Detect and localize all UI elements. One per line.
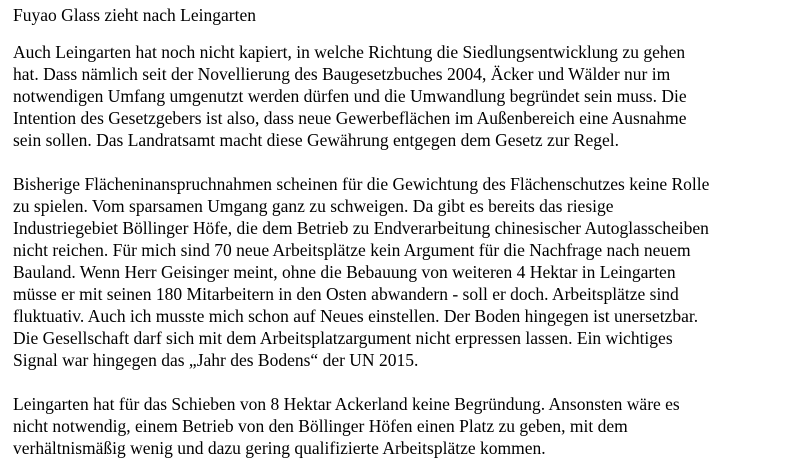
- document-title: Fuyao Glass zieht nach Leingarten: [13, 5, 256, 25]
- paragraph-3: Leingarten hat für das Schieben von 8 Hektar Ackerland keine Begründung. Ansonsten wäre es nicht notwendig, einem Betrieb von den Böllinger Höfen einen Platz zu geben, mit dem verhältnismäßig wenig und dazu gering qualifizierte Arbeitsplätze kommen.: [13, 394, 680, 458]
- paragraph-2: Bisherige Flächeninanspruchnahmen scheinen für die Gewichtung des Flächenschutzes keine Rolle zu spielen. Vom sparsamen Umgang ganz zu schweigen. Da gibt es bereits das riesige Industriegebiet Böllinger Höfe, die dem Betrieb zu Endverarbeitung chinesischer Autoglasscheiben nicht reichen. Für mich sind 70 neue Arbeitsplätze kein Argument für die Nachfrage nach neuem Bauland. Wenn Herr Geisinger meint, ohne die Bebauung von weiteren 4 Hektar in Leingarten müsse er mit seinen 180 Mitarbeitern in den Osten abwandern - soll er doch. Arbeitsplätze sind fluktuativ. Auch ich musste mich schon auf Neues einstellen. Der Boden hingegen ist unersetzbar. Die Gesellschaft darf sich mit dem Arbeitsplatzargument nicht erpressen lassen. Ein wichtiges Signal war hingegen das „Jahr des Bodens“ der UN 2015.: [13, 174, 710, 370]
- paragraph-1: Auch Leingarten hat noch nicht kapiert, in welche Richtung die Siedlungsentwicklung zu gehen hat. Dass nämlich seit der Novellierung des Baugesetzbuches 2004, Äcker und Wälder nur im notwendigen Umfang umgenutzt werden dürfen und die Umwandlung begründet sein muss. Die Intention des Gesetzgebers ist also, dass neue Gewerbeflächen im Außenbereich eine Ausnahme sein sollen. Das Landratsamt macht diese Gewährung entgegen dem Gesetz zur Regel.: [13, 42, 687, 150]
- document-body: [13, 0, 793, 459]
